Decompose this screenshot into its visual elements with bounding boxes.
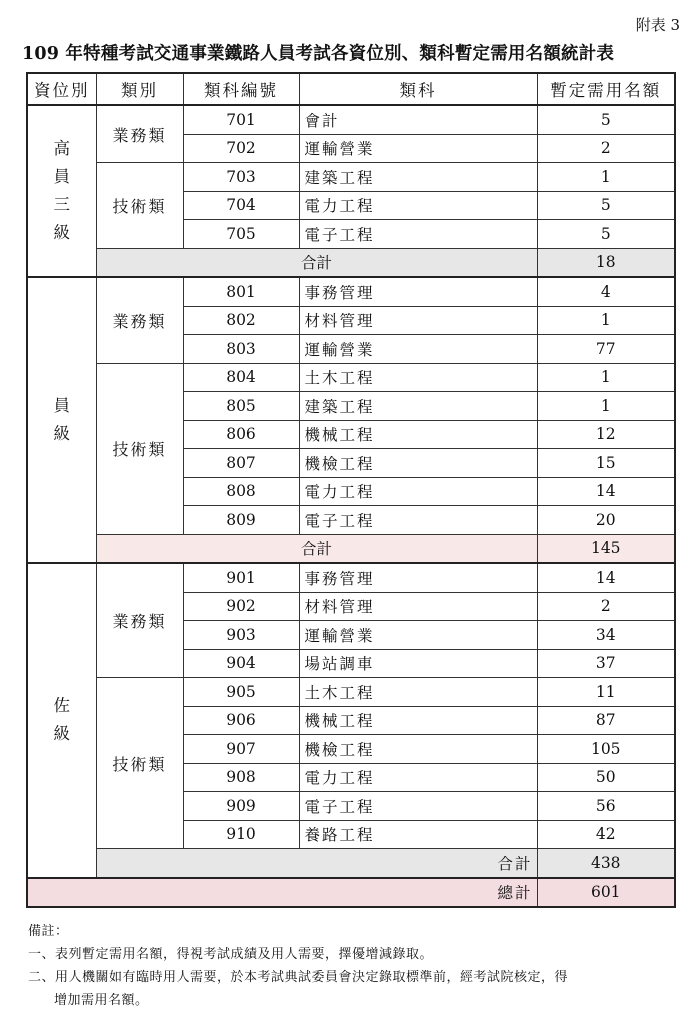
- code-cell: 804: [183, 363, 299, 392]
- subtotal-row: [27, 849, 675, 878]
- code-cell: 703: [183, 163, 299, 192]
- code-cell: 905: [183, 678, 299, 707]
- table-row: [27, 277, 675, 306]
- subtotal-label: 合計: [96, 849, 537, 878]
- subject-cell: 材料管理: [299, 306, 537, 335]
- group-cell: 業務類: [96, 105, 183, 163]
- code-cell: 809: [183, 506, 299, 535]
- quota-table: [26, 72, 676, 908]
- code-cell: 906: [183, 706, 299, 735]
- code-cell: 903: [183, 621, 299, 650]
- quota-cell: 34: [537, 621, 675, 650]
- quota-cell: 11: [537, 678, 675, 707]
- header-level: 資位別: [27, 73, 96, 105]
- code-cell: 802: [183, 306, 299, 335]
- code-cell: 702: [183, 134, 299, 163]
- note-item: 一、表列暫定需用名額，得視考試成績及用人需要，擇優增減錄取。: [28, 947, 434, 962]
- subtotal-value: 18: [537, 248, 675, 277]
- grand-total-value: 601: [537, 878, 675, 908]
- code-cell: 908: [183, 763, 299, 792]
- subject-cell: 機械工程: [299, 706, 537, 735]
- table-row: [27, 563, 675, 592]
- note-item-continuation: 增加需用名額。: [54, 993, 149, 1008]
- subject-cell: 運輸營業: [299, 621, 537, 650]
- group-cell: 技術類: [96, 163, 183, 249]
- code-cell: 910: [183, 820, 299, 849]
- quota-cell: 5: [537, 105, 675, 134]
- quota-cell: 14: [537, 563, 675, 592]
- table-row: [27, 363, 675, 392]
- subject-cell: 運輸營業: [299, 134, 537, 163]
- quota-cell: 50: [537, 763, 675, 792]
- subject-cell: 運輸營業: [299, 335, 537, 364]
- level-cell-junior: 員 級: [27, 277, 96, 563]
- subject-cell: 電子工程: [299, 220, 537, 249]
- subtotal-row: [27, 534, 675, 563]
- table-row: [27, 678, 675, 707]
- quota-cell: 4: [537, 277, 675, 306]
- group-cell: 技術類: [96, 678, 183, 849]
- group-cell: 業務類: [96, 563, 183, 678]
- quota-cell: 2: [537, 134, 675, 163]
- code-cell: 808: [183, 477, 299, 506]
- header-category: 類別: [96, 73, 183, 105]
- code-cell: 907: [183, 735, 299, 764]
- grand-total-row: [27, 878, 675, 908]
- subject-cell: 建築工程: [299, 392, 537, 421]
- quota-cell: 77: [537, 335, 675, 364]
- subject-cell: 機檢工程: [299, 449, 537, 478]
- subject-cell: 建築工程: [299, 163, 537, 192]
- code-cell: 701: [183, 105, 299, 134]
- header-code: 類科編號: [183, 73, 299, 105]
- quota-cell: 105: [537, 735, 675, 764]
- subject-cell: 養路工程: [299, 820, 537, 849]
- level-cell-assistant: 佐 級: [27, 563, 96, 878]
- subject-cell: 電力工程: [299, 191, 537, 220]
- quota-cell: 2: [537, 592, 675, 621]
- code-cell: 904: [183, 649, 299, 678]
- quota-cell: 1: [537, 363, 675, 392]
- quota-cell: 12: [537, 420, 675, 449]
- quota-cell: 15: [537, 449, 675, 478]
- quota-cell: 56: [537, 792, 675, 821]
- subtotal-row: [27, 248, 675, 277]
- table-row: [27, 163, 675, 192]
- subject-cell: 土木工程: [299, 363, 537, 392]
- code-cell: 807: [183, 449, 299, 478]
- quota-cell: 20: [537, 506, 675, 535]
- subject-cell: 電子工程: [299, 506, 537, 535]
- notes-heading: 備註：: [28, 924, 69, 939]
- subject-cell: 電力工程: [299, 763, 537, 792]
- quota-cell: 87: [537, 706, 675, 735]
- group-cell: 技術類: [96, 363, 183, 534]
- quota-cell: 5: [537, 191, 675, 220]
- table-row: [27, 105, 675, 134]
- quota-cell: 14: [537, 477, 675, 506]
- note-item: 二、用人機關如有臨時用人需要，於本考試典試委員會決定錄取標準前，經考試院核定，得: [28, 970, 569, 985]
- quota-cell: 1: [537, 306, 675, 335]
- subject-cell: 機械工程: [299, 420, 537, 449]
- code-cell: 803: [183, 335, 299, 364]
- page-title: 109 年特種考試交通事業鐵路人員考試各資位別、類科暫定需用名額統計表: [22, 44, 615, 64]
- header-quota: 暫定需用名額: [537, 73, 675, 105]
- header-subject: 類科: [299, 73, 537, 105]
- quota-cell: 42: [537, 820, 675, 849]
- subject-cell: 電力工程: [299, 477, 537, 506]
- subject-cell: 場站調車: [299, 649, 537, 678]
- subject-cell: 機檢工程: [299, 735, 537, 764]
- code-cell: 902: [183, 592, 299, 621]
- grand-total-label: 總計: [27, 878, 537, 908]
- code-cell: 901: [183, 563, 299, 592]
- subject-cell: 電子工程: [299, 792, 537, 821]
- quota-cell: 5: [537, 220, 675, 249]
- subject-cell: 事務管理: [299, 277, 537, 306]
- subject-cell: 土木工程: [299, 678, 537, 707]
- code-cell: 806: [183, 420, 299, 449]
- subtotal-label: 合計: [96, 248, 537, 277]
- code-cell: 909: [183, 792, 299, 821]
- level-cell-senior-3: 高 員 三 級: [27, 105, 96, 277]
- subject-cell: 事務管理: [299, 563, 537, 592]
- group-cell: 業務類: [96, 277, 183, 363]
- quota-cell: 1: [537, 392, 675, 421]
- quota-cell: 37: [537, 649, 675, 678]
- subtotal-value: 438: [537, 849, 675, 878]
- annex-label: 附表 3: [635, 16, 680, 34]
- subject-cell: 材料管理: [299, 592, 537, 621]
- subject-cell: 會計: [299, 105, 537, 134]
- subtotal-value: 145: [537, 534, 675, 563]
- code-cell: 801: [183, 277, 299, 306]
- header-row: [27, 73, 675, 105]
- code-cell: 705: [183, 220, 299, 249]
- code-cell: 805: [183, 392, 299, 421]
- subtotal-label: 合計: [96, 534, 537, 563]
- quota-cell: 1: [537, 163, 675, 192]
- notes: [28, 920, 568, 1012]
- code-cell: 704: [183, 191, 299, 220]
